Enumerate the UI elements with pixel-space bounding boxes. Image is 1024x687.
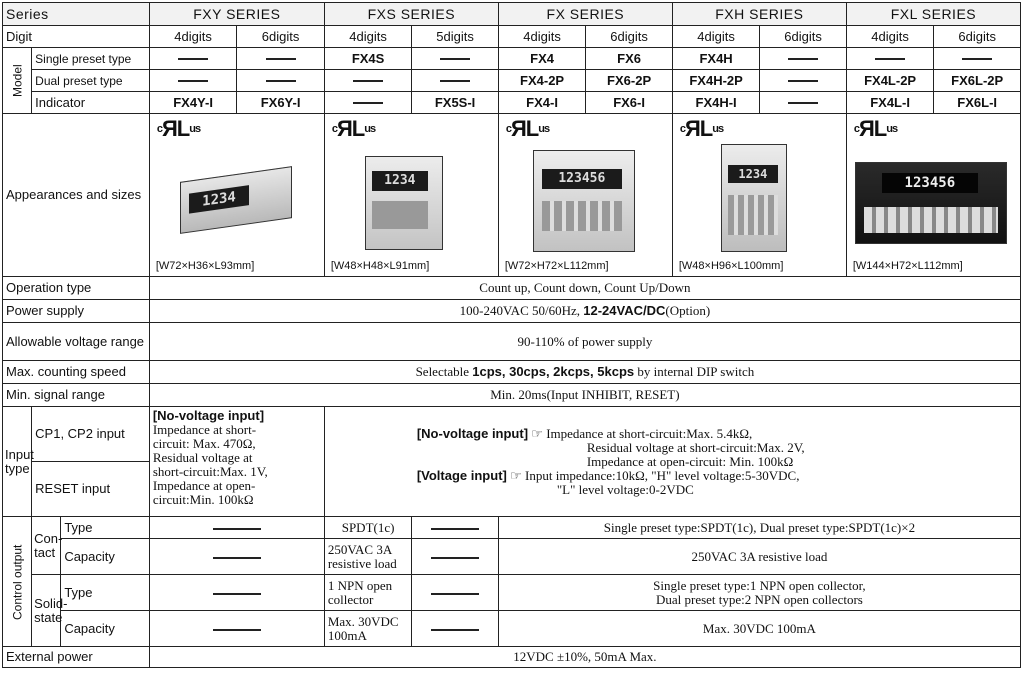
series-row [3,3,1021,26]
counter-display: 123456 [882,173,978,193]
digit-label: Digit [3,26,150,48]
operation-value: Count up, Count down, Count Up/Down [149,277,1020,300]
series-fxh: FXH SERIES [672,3,846,26]
external-power-value: 12VDC ±10%, 50mA Max. [149,647,1020,668]
model-cell: FX4-I [498,92,586,114]
contact-capacity-fxy [149,539,324,575]
input-fxy-line: circuit: Max. 470Ω, [152,436,256,451]
solid-type-rest-line: Single preset type:1 NPN open collector, [653,577,866,593]
contact-type-fxs: SPDT(1c) [324,517,412,539]
series-label: Series [3,3,150,26]
dash-placeholder [788,102,818,104]
signal-label: Min. signal range [3,384,150,407]
model-cell: FX6Y-I [237,92,325,114]
counter-image [855,162,1007,244]
input-fxy-spec [149,407,324,517]
control-output-label: Control output [3,517,32,647]
input-other-spec [324,407,1020,517]
contact-label: Con-tact [32,517,61,575]
digit-cell: 4digits [498,26,586,48]
counter-image [721,144,787,252]
model-cell [412,48,499,70]
voltage-range-value: 90-110% of power supply [149,323,1020,361]
ul-cert-icon: cЯLus [156,116,201,141]
model-cell: FX4Y-I [149,92,237,114]
appearance-fxy [149,114,324,277]
input-nv-line: Impedance at open-circuit: Min. 100kΩ [586,453,794,469]
solid-capacity-rest: Max. 30VDC 100mA [498,611,1020,647]
digit-row [3,26,1021,48]
dimension-label: [W48×H48×L91mm] [330,260,430,272]
input-fxy-line: Residual voltage at [152,450,253,465]
counting-speed-row [3,361,1021,384]
digit-cell: 6digits [237,26,325,48]
model-cell: FX4L-2P [846,70,934,92]
contact-capacity-row [3,539,1021,575]
model-cell [934,48,1021,70]
solid-type-rest [498,575,1020,611]
model-cell: FX4H-I [672,92,760,114]
model-cell [149,48,237,70]
dash-placeholder [962,58,992,60]
appearance-label: Appearances and sizes [3,114,150,277]
digit-cell: 6digits [934,26,1021,48]
digit-cell: 6digits [760,26,847,48]
model-cell [846,48,934,70]
dash-placeholder [266,80,296,82]
solid-capacity-fxs5 [412,611,499,647]
input-v-line: "L" level voltage:0-2VDC [556,481,694,497]
model-cell: FX6L-2P [934,70,1021,92]
dash-placeholder [440,58,470,60]
solid-capacity-row [3,611,1021,647]
contact-capacity-fxs: 250VAC 3A resistive load [324,539,412,575]
model-group-label: Model [3,48,32,114]
counting-speed-value: Selectable 1cps, 30cps, 2kcps, 5kcps by internal DIP switch [149,361,1020,384]
input-fxy-line: Impedance at open- [152,478,256,493]
counter-display: 123456 [542,169,622,189]
dash-placeholder [353,80,383,82]
model-row-label: Indicator [32,92,150,114]
input-fxy-title: [No-voltage input] [152,408,265,423]
model-cell [760,92,847,114]
digit-cell: 5digits [412,26,499,48]
dimension-label: [W48×H96×L100mm] [678,260,784,272]
series-fxy: FXY SERIES [149,3,324,26]
ul-cert-icon: cЯLus [853,116,898,141]
series-fxs: FXS SERIES [324,3,498,26]
dimension-label: [W144×H72×L112mm] [852,260,963,272]
model-cell: FX4 [498,48,586,70]
counting-speed-label: Max. counting speed [3,361,150,384]
external-power-row [3,647,1021,668]
model-cell [324,70,412,92]
signal-value: Min. 20ms(Input INHIBIT, RESET) [149,384,1020,407]
signal-row [3,384,1021,407]
ul-cert-icon: cЯLus [331,116,376,141]
digit-cell: 4digits [149,26,237,48]
digit-cell: 4digits [324,26,412,48]
input-type-label: Input type [3,407,32,517]
dash-placeholder [266,58,296,60]
model-cell: FX6-I [586,92,673,114]
solid-capacity-label: Capacity [61,611,150,647]
ul-cert-icon: cЯLus [505,116,550,141]
model-row-label: Dual preset type [32,70,150,92]
solid-capacity-fxs: Max. 30VDC 100mA [324,611,412,647]
dash-placeholder [178,80,208,82]
digit-cell: 4digits [672,26,760,48]
spec-table [2,2,1021,668]
series-fxl: FXL SERIES [846,3,1020,26]
dash-placeholder [875,58,905,60]
operation-row [3,277,1021,300]
counter-image [365,156,443,250]
contact-type-fxy [149,517,324,539]
model-cell: FX6-2P [586,70,673,92]
model-cell [760,48,847,70]
contact-capacity-fxs5 [412,539,499,575]
spec-table-container [2,2,1021,684]
solid-state-label: Solid-state [32,575,61,647]
appearance-fxh [672,114,846,277]
solid-type-rest-line: Dual preset type:2 NPN open collectors [655,591,863,607]
model-cell: FX6 [586,48,673,70]
dimension-label: [W72×H36×L93mm] [155,260,255,272]
external-power-label: External power [3,647,150,668]
dash-placeholder [788,58,818,60]
input-fxy-line: circuit:Min. 100kΩ [152,492,254,507]
contact-type-fxs5 [412,517,499,539]
counter-image [180,166,292,234]
voltage-range-row [3,323,1021,361]
model-row-dual [3,70,1021,92]
model-cell [760,70,847,92]
digit-cell: 4digits [846,26,934,48]
input-nv-line: Residual voltage at short-circuit:Max. 2V, [586,439,805,455]
dash-placeholder [178,58,208,60]
dash-placeholder [353,102,383,104]
model-cell: FX4S [324,48,412,70]
model-row-label: Single preset type [32,48,150,70]
ul-cert-icon: cЯLus [679,116,724,141]
operation-label: Operation type [3,277,150,300]
model-row-single [3,48,1021,70]
model-cell [149,70,237,92]
input-cp-label: CP1, CP2 input [32,407,150,462]
model-cell: FX5S-I [412,92,499,114]
counter-display: 1234 [189,185,249,213]
contact-type-label: Type [61,517,150,539]
dash-placeholder [440,80,470,82]
counter-display: 1234 [372,171,428,191]
solid-capacity-fxy [149,611,324,647]
power-row [3,300,1021,323]
model-cell [237,48,325,70]
contact-type-rest: Single preset type:SPDT(1c), Dual preset type:SPDT(1c)×2 [498,517,1020,539]
model-row-indicator [3,92,1021,114]
model-cell: FX6L-I [934,92,1021,114]
digit-cell: 6digits [586,26,673,48]
dash-placeholder [788,80,818,82]
solid-type-fxs5 [412,575,499,611]
model-cell: FX4-2P [498,70,586,92]
dimension-label: [W72×H72×L112mm] [504,260,609,272]
model-cell [412,70,499,92]
power-label: Power supply [3,300,150,323]
appearance-fxl [846,114,1020,277]
appearance-fx [498,114,672,277]
appearance-row [3,114,1021,277]
input-nv-title: [No-voltage input] [416,425,529,441]
model-cell: FX4H-2P [672,70,760,92]
counter-display: 1234 [728,165,778,183]
contact-type-row [3,517,1021,539]
counter-image [533,150,635,252]
input-fxy-line: short-circuit:Max. 1V, [152,464,268,479]
input-cp-row [3,407,1021,462]
contact-capacity-rest: 250VAC 3A resistive load [498,539,1020,575]
model-cell: FX4H [672,48,760,70]
input-nv-line: ☞ Impedance at short-circuit:Max. 5.4kΩ, [531,425,753,441]
model-cell [237,70,325,92]
model-cell [324,92,412,114]
contact-capacity-label: Capacity [61,539,150,575]
solid-type-fxy [149,575,324,611]
power-value: 100-240VAC 50/60Hz, 12-24VAC/DC(Option) [149,300,1020,323]
appearance-fxs [324,114,498,277]
series-fx: FX SERIES [498,3,672,26]
voltage-range-label: Allowable voltage range [3,323,150,361]
input-v-line: ☞ Input impedance:10kΩ, "H" level voltage:5-30VDC, [510,467,800,483]
model-cell: FX4L-I [846,92,934,114]
solid-type-fxs: 1 NPN open collector [324,575,412,611]
input-v-title: [Voltage input] [416,467,507,483]
solid-type-row [3,575,1021,611]
input-reset-label: RESET input [32,462,150,517]
solid-type-label: Type [61,575,150,611]
input-fxy-line: Impedance at short- [152,422,257,437]
